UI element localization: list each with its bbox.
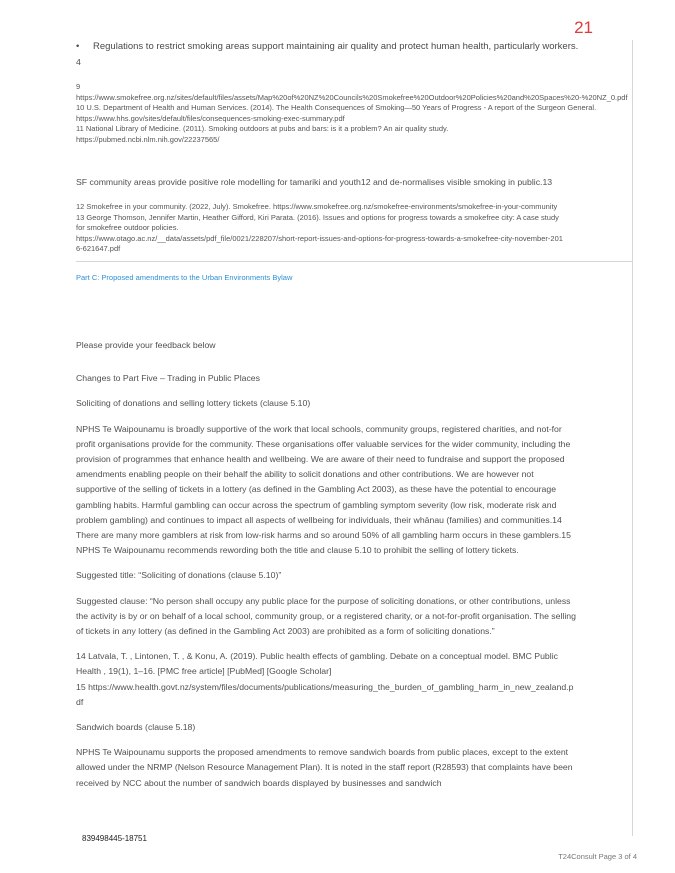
suggested-title: Suggested title: “Soliciting of donations (clause 5.10)” [76,570,282,581]
heading-trading: Changes to Part Five – Trading in Public Places [76,373,260,384]
heading-sandwich: Sandwich boards (clause 5.18) [76,721,196,732]
paragraph-sandwich: NPHS Te Waipounamu supports the proposed amendments to remove sandwich boards from public places, except to the extent allowed under the NRMP (Nelson Resource Management Plan). It is noted in the staff report (R28593) that complaints have been received by NCC about the number of sandwich boards displayed by businesses and sandwich [76,747,573,788]
footnote-13-url: https://www.otago.ac.nz/__data/assets/pdf_file/0021/228207/short-report-issues-and-options-for-progress-towards-a-smokefree-city-november-2016-621647.pdf [76,233,563,254]
page-number: 21 [574,18,593,37]
footnotes-group-c [76,649,576,710]
document-content [76,40,631,791]
suggested-clause: Suggested clause: “No person shall occupy any public place for the purpose of soliciting donations, or other contributions, unless the activity is by or on behalf of a local school, community group, or a registered charity, or a not-for-profit organisation. The selling of tickets in any lottery (as defined in the Gambling Act 2003) are prohibited as a form of soliciting donations.” [76,595,576,636]
footnotes-group-a [76,82,631,145]
feedback-prompt: Please provide your feedback below [76,339,216,350]
footnote-11: 11 National Library of Medicine. (2011). Smoking outdoors at pubs and bars: is it a problem? An air quality study. [76,124,449,134]
bullet-text: Regulations to restrict smoking areas support maintaining air quality and protect human health, particularly workers. [93,41,579,52]
footnote-11-url: https://pubmed.ncbi.nlm.nih.gov/22237565/ [76,134,220,144]
bullet-reference: 4 [76,57,81,67]
paragraph-soliciting: NPHS Te Waipounamu is broadly supportive of the work that local schools, community groups, registered charities, and not-for profit organisations provide for the community. These organisations offer valuable services for the wider community, including the provision of programmes that enhance health and wellbeing. We are aware of their need to fundraise and support the proposed amendments enabling people on their behalf the ability to solicit donations and other contributions. We are however not supportive of the selling of tickets in a lottery (as defined in the Gambling Act 2003), as these have the potential to encourage gambling habits. Harmful gambling can occur across the spectrum of gambling symptom severity (low risk, moderate risk and problem gambling) and continues to impact all aspects of wellbeing for individuals, their whānau (families) and communities.14 There are many more gamblers at risk from low-risk harms and so around 50% of all gambling harm occurs in these gamblers.15 NPHS Te Waipounamu recommends rewording both the title and clause 5.10 to prohibit the selling of lottery tickets. [76,423,571,556]
footnote-12: 12 Smokefree in your community. (2022, July). Smokefree. https://www.smokefree.org.nz/smokefree-environments/smokefree-in-your-community [76,202,558,212]
footnote-13: 13 George Thomson, Jennifer Martin, Heather Gifford, Kiri Parata. (2016). Issues and options for progress towards a smokefree city: A case study for smokefree outdoor policies. [76,212,559,233]
bullet-item [76,40,631,53]
divider [76,261,633,262]
heading-soliciting: Soliciting of donations and selling lottery tickets (clause 5.10) [76,398,311,409]
footnote-15: 15 https://www.health.govt.nz/system/files/documents/publications/measuring_the_burden_of_gambling_harm_in_new_zealand.pdf [76,681,574,707]
document-id: 839498445-18751 [82,834,147,843]
footnotes-group-b [76,202,566,255]
footnote-9-url: https://www.smokefree.org.nz/sites/default/files/assets/Map%20of%20NZ%20Councils%20Smokefree%20Outdoor%20Policies%20and%20Spaces%20-%20NZ_0.pdf [76,92,628,102]
sf-paragraph: SF community areas provide positive role modelling for tamariki and youth12 and de-normalises visible smoking in public.13 [76,177,553,188]
footnote-14: 14 Latvala, T. , Lintonen, T. , & Konu, A. (2019). Public health effects of gambling. Debate on a conceptual model. BMC Public Health , 19(1), 1–16. [PMC free article] [PubMed] [Google Scholar] [76,651,558,677]
section-link-part-c[interactable]: Part C: Proposed amendments to the Urban Environments Bylaw [76,272,293,282]
page-footer: T24Consult Page 3 of 4 [558,852,637,861]
bullet-symbol: • [76,41,80,52]
footnote-9-number: 9 [76,82,81,92]
footnote-10: 10 U.S. Department of Health and Human Services. (2014). The Health Consequences of Smoking—50 Years of Progress - A report of the Surgeon General. https://www.hhs.gov/sites/default/files/consequences-smoking-exec-summary.pdf [76,103,597,123]
